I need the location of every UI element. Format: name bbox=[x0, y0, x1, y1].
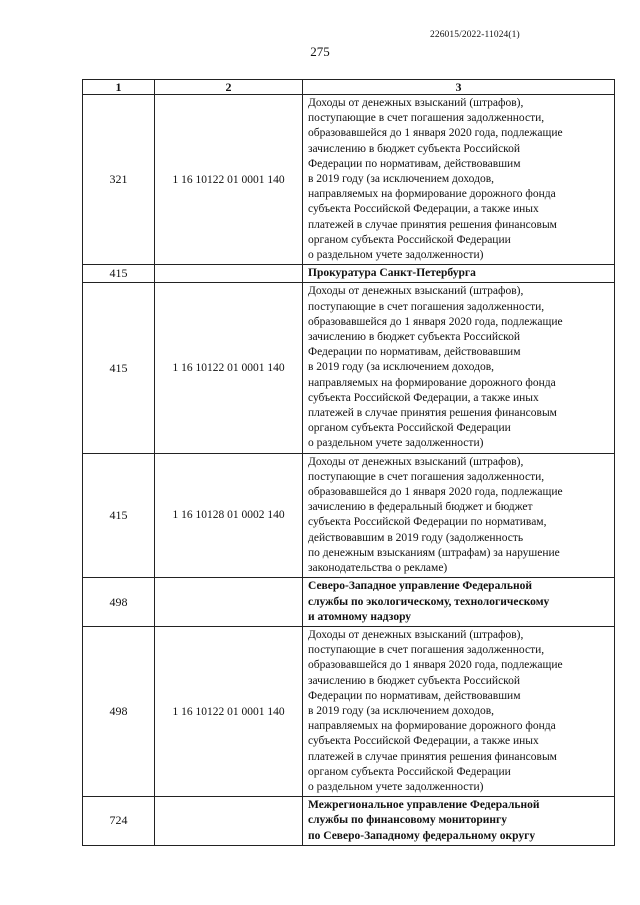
text-line: службы по финансовому мониторингу bbox=[308, 814, 508, 827]
text-line: Федерации по нормативам, действовавшим bbox=[308, 689, 521, 702]
text-line: Доходы от денежных взысканий (штрафов), bbox=[308, 455, 524, 468]
text-line: Межрегиональное управление Федеральной bbox=[308, 799, 540, 812]
admin-code-cell: 498 bbox=[83, 626, 155, 796]
text-line: зачислению в бюджет субъекта Российской bbox=[308, 331, 521, 344]
text-line: образовавшейся до 1 января 2020 года, подлежащие bbox=[308, 127, 563, 140]
text-line: Федерации по нормативам, действовавшим bbox=[308, 157, 521, 170]
text-line: по Северо-Западному федеральному округу bbox=[308, 829, 536, 842]
cell-text bbox=[303, 454, 614, 578]
text-line: субъекта Российской Федерации, а также иных bbox=[308, 391, 539, 404]
table-row bbox=[83, 283, 615, 453]
admin-code-cell: 498 bbox=[83, 578, 155, 627]
text-line: о раздельном учете задолженности) bbox=[308, 249, 484, 262]
agency-heading-cell bbox=[303, 265, 615, 283]
cell-text bbox=[303, 95, 614, 264]
text-line: субъекта Российской Федерации по нормативам, bbox=[308, 516, 547, 529]
revenue-description-cell bbox=[303, 283, 615, 453]
admin-code-cell: 724 bbox=[83, 797, 155, 846]
table-row bbox=[83, 453, 615, 578]
table-row bbox=[83, 95, 615, 265]
page-number: 275 bbox=[310, 44, 330, 59]
text-line: платежей в случае принятия решения финансовым bbox=[308, 218, 557, 231]
revenue-code-cell: 1 16 10128 01 0002 140 bbox=[155, 453, 303, 578]
text-line: действовавшим в 2019 году (задолженность bbox=[308, 531, 524, 544]
text-line: субъекта Российской Федерации, а также иных bbox=[308, 735, 539, 748]
column-header-2: 2 bbox=[155, 80, 303, 95]
revenue-code-cell: 1 16 10122 01 0001 140 bbox=[155, 95, 303, 265]
text-line: Доходы от денежных взысканий (штрафов), bbox=[308, 628, 524, 641]
admin-code-cell: 415 bbox=[83, 453, 155, 578]
text-line: направляемых на формирование дорожного фонда bbox=[308, 188, 556, 201]
text-line: субъекта Российской Федерации, а также иных bbox=[308, 203, 539, 216]
cell-text bbox=[303, 283, 614, 452]
text-line: законодательства о рекламе) bbox=[308, 562, 448, 575]
table-header-row bbox=[83, 80, 615, 95]
cell-text bbox=[303, 578, 614, 626]
text-line: направляемых на формирование дорожного фонда bbox=[308, 720, 556, 733]
text-line: поступающие в счет погашения задолженности, bbox=[308, 470, 545, 483]
text-line: о раздельном учете задолженности) bbox=[308, 780, 484, 793]
text-line: в 2019 году (за исключением доходов, bbox=[308, 361, 494, 374]
text-line: Прокуратура Санкт-Петербурга bbox=[308, 267, 476, 280]
admin-code-cell: 415 bbox=[83, 265, 155, 283]
agency-heading-cell bbox=[303, 797, 615, 846]
text-line: платежей в случае принятия решения финансовым bbox=[308, 407, 557, 420]
table-row bbox=[83, 578, 615, 627]
text-line: зачислению в федеральный бюджет и бюджет bbox=[308, 501, 533, 514]
revenue-code-cell bbox=[155, 797, 303, 846]
text-line: в 2019 году (за исключением доходов, bbox=[308, 173, 494, 186]
text-line: поступающие в счет погашения задолженности, bbox=[308, 644, 545, 657]
text-line: Доходы от денежных взысканий (штрафов), bbox=[308, 285, 524, 298]
text-line: поступающие в счет погашения задолженности, bbox=[308, 112, 545, 125]
column-header-3: 3 bbox=[303, 80, 615, 95]
text-line: органом субъекта Российской Федерации bbox=[308, 765, 511, 778]
table-row bbox=[83, 626, 615, 796]
text-line: Доходы от денежных взысканий (штрафов), bbox=[308, 97, 524, 109]
cell-text bbox=[303, 627, 614, 796]
text-line: в 2019 году (за исключением доходов, bbox=[308, 704, 494, 717]
table-row bbox=[83, 265, 615, 283]
cell-text bbox=[303, 265, 614, 282]
cell-text bbox=[303, 797, 614, 845]
revenue-description-cell bbox=[303, 626, 615, 796]
agency-heading-cell bbox=[303, 578, 615, 627]
text-line: органом субъекта Российской Федерации bbox=[308, 233, 511, 246]
document-id: 226015/2022-11024(1) bbox=[430, 30, 520, 40]
text-line: по денежным взысканиям (штрафам) за нарушение bbox=[308, 546, 560, 559]
text-line: образовавшейся до 1 января 2020 года, подлежащие bbox=[308, 659, 563, 672]
admin-code-cell: 321 bbox=[83, 95, 155, 265]
text-line: образовавшейся до 1 января 2020 года, подлежащие bbox=[308, 486, 563, 499]
text-line: органом субъекта Российской Федерации bbox=[308, 422, 511, 435]
text-line: образовавшейся до 1 января 2020 года, подлежащие bbox=[308, 315, 563, 328]
table-body bbox=[83, 95, 615, 846]
admin-code-cell: 415 bbox=[83, 283, 155, 453]
text-line: направляемых на формирование дорожного фонда bbox=[308, 376, 556, 389]
revenue-code-cell: 1 16 10122 01 0001 140 bbox=[155, 283, 303, 453]
text-line: зачислению в бюджет субъекта Российской bbox=[308, 142, 521, 155]
text-line: Северо-Западное управление Федеральной bbox=[308, 580, 532, 593]
text-line: поступающие в счет погашения задолженности, bbox=[308, 300, 545, 313]
revenue-code-cell bbox=[155, 578, 303, 627]
revenue-description-cell bbox=[303, 95, 615, 265]
budget-codes-table bbox=[82, 79, 615, 846]
table-row bbox=[83, 797, 615, 846]
text-line: и атомному надзору bbox=[308, 610, 412, 623]
revenue-description-cell bbox=[303, 453, 615, 578]
text-line: платежей в случае принятия решения финансовым bbox=[308, 750, 557, 763]
text-line: о раздельном учете задолженности) bbox=[308, 437, 484, 450]
revenue-code-cell bbox=[155, 265, 303, 283]
revenue-code-cell: 1 16 10122 01 0001 140 bbox=[155, 626, 303, 796]
text-line: службы по экологическому, технологическому bbox=[308, 595, 550, 608]
text-line: Федерации по нормативам, действовавшим bbox=[308, 346, 521, 359]
column-header-1: 1 bbox=[83, 80, 155, 95]
text-line: зачислению в бюджет субъекта Российской bbox=[308, 674, 521, 687]
